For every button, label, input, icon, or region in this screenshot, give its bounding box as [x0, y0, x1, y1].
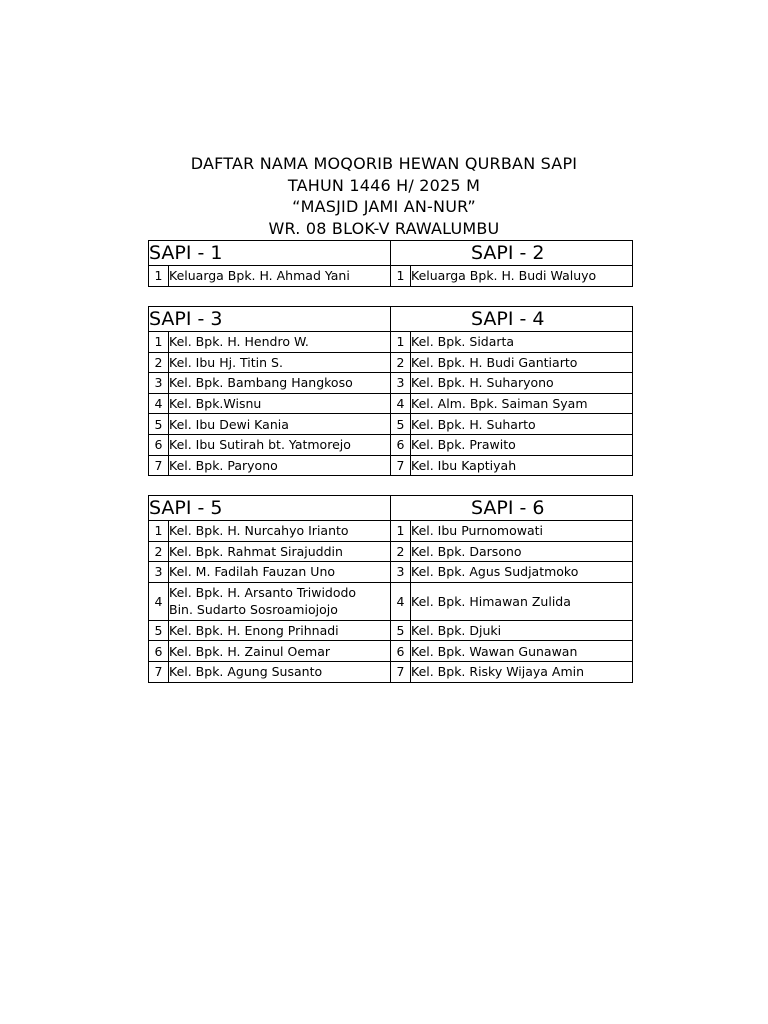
member-name: Keluarga Bpk. H. Budi Waluyo	[411, 266, 633, 287]
member-name: Kel. Alm. Bpk. Saiman Syam	[411, 393, 633, 414]
row-number: 6	[149, 434, 169, 455]
group-heading-sapi-5: SAPI - 5	[149, 496, 391, 521]
group-heading-sapi-1: SAPI - 1	[149, 241, 391, 266]
table-header-row	[149, 496, 633, 521]
member-name: Kel. M. Fadilah Fauzan Uno	[169, 562, 391, 583]
row-number: 7	[391, 455, 411, 476]
row-number: 2	[391, 352, 411, 373]
member-name: Kel. Bpk. Djuki	[411, 620, 633, 641]
member-name: Kel. Ibu Kaptiyah	[411, 455, 633, 476]
row-number: 4	[149, 582, 169, 620]
table-row	[149, 641, 633, 662]
member-name	[169, 582, 391, 620]
member-name: Kel. Bpk. Sidarta	[411, 332, 633, 353]
table-header-row	[149, 307, 633, 332]
table-row	[149, 521, 633, 542]
table-row	[149, 332, 633, 353]
row-number: 1	[149, 521, 169, 542]
member-name: Kel. Bpk. Himawan Zulida	[411, 582, 633, 620]
group-heading-sapi-4: SAPI - 4	[391, 307, 633, 332]
member-name: Kel. Bpk. H. Zainul Oemar	[169, 641, 391, 662]
member-name: Kel. Bpk. Agus Sudjatmoko	[411, 562, 633, 583]
member-name: Kel. Bpk. H. Hendro W.	[169, 332, 391, 353]
member-name: Kel. Bpk. Paryono	[169, 455, 391, 476]
table-row	[149, 266, 633, 287]
row-number: 5	[149, 620, 169, 641]
row-number: 3	[149, 562, 169, 583]
member-name: Kel. Bpk. H. Nurcahyo Irianto	[169, 521, 391, 542]
row-number: 6	[391, 641, 411, 662]
row-number: 2	[149, 352, 169, 373]
member-name: Kel. Bpk. H. Suharto	[411, 414, 633, 435]
member-name: Kel. Ibu Dewi Kania	[169, 414, 391, 435]
member-name: Kel. Bpk.Wisnu	[169, 393, 391, 414]
table-row	[149, 661, 633, 682]
member-name: Kel. Bpk. H. Suharyono	[411, 373, 633, 394]
member-name: Kel. Bpk. Risky Wijaya Amin	[411, 661, 633, 682]
title-line-4: WR. 08 BLOK-V RAWALUMBU	[268, 218, 500, 238]
table-header-row	[149, 241, 633, 266]
group-heading-sapi-2: SAPI - 2	[391, 241, 633, 266]
row-number: 3	[149, 373, 169, 394]
table-row	[149, 352, 633, 373]
row-number: 6	[391, 434, 411, 455]
table-row	[149, 373, 633, 394]
row-number: 6	[149, 641, 169, 662]
row-number: 1	[149, 332, 169, 353]
table-row	[149, 541, 633, 562]
member-name: Kel. Bpk. Agung Susanto	[169, 661, 391, 682]
group-heading-sapi-6: SAPI - 6	[391, 496, 633, 521]
row-number: 3	[391, 562, 411, 583]
row-number: 4	[391, 393, 411, 414]
member-name: Keluarga Bpk. H. Ahmad Yani	[169, 266, 391, 287]
table-row	[149, 434, 633, 455]
member-name: Kel. Bpk. Darsono	[411, 541, 633, 562]
row-number: 3	[391, 373, 411, 394]
row-number: 4	[391, 582, 411, 620]
member-name: Kel. Bpk. Wawan Gunawan	[411, 641, 633, 662]
sapi-table-1-2	[148, 240, 633, 287]
sapi-table-3-4	[148, 306, 633, 476]
title-line-2: TAHUN 1446 H/ 2025 M	[287, 175, 481, 195]
row-number: 2	[391, 541, 411, 562]
row-number: 4	[149, 393, 169, 414]
row-number: 5	[391, 414, 411, 435]
member-name: Kel. Bpk. Rahmat Sirajuddin	[169, 541, 391, 562]
row-number: 1	[391, 266, 411, 287]
row-number: 2	[149, 541, 169, 562]
row-number: 7	[149, 455, 169, 476]
row-number: 5	[391, 620, 411, 641]
member-name: Kel. Ibu Hj. Titin S.	[169, 352, 391, 373]
title-line-3: “MASJID JAMI AN-NUR”	[292, 197, 476, 216]
member-name-line-2: Bin. Sudarto Sosroamiojojo	[169, 602, 338, 618]
row-number: 7	[391, 661, 411, 682]
member-name-line-1: Kel. Bpk. H. Arsanto Triwidodo	[169, 585, 357, 601]
member-name: Kel. Bpk. Prawito	[411, 434, 633, 455]
member-name: Kel. Bpk. H. Budi Gantiarto	[411, 352, 633, 373]
sapi-table-5-6	[148, 495, 633, 683]
row-number: 1	[149, 266, 169, 287]
table-row	[149, 562, 633, 583]
table-row	[149, 620, 633, 641]
row-number: 7	[149, 661, 169, 682]
table-row	[149, 455, 633, 476]
row-number: 1	[391, 521, 411, 542]
table-row	[149, 393, 633, 414]
member-name: Kel. Bpk. H. Enong Prihnadi	[169, 620, 391, 641]
row-number: 5	[149, 414, 169, 435]
document-title	[0, 153, 768, 239]
table-row	[149, 414, 633, 435]
title-line-1: DAFTAR NAMA MOQORIB HEWAN QURBAN SAPI	[190, 154, 578, 173]
member-name: Kel. Ibu Sutirah bt. Yatmorejo	[169, 434, 391, 455]
member-name: Kel. Ibu Purnomowati	[411, 521, 633, 542]
table-row	[149, 582, 633, 620]
group-heading-sapi-3: SAPI - 3	[149, 307, 391, 332]
row-number: 1	[391, 332, 411, 353]
member-name: Kel. Bpk. Bambang Hangkoso	[169, 373, 391, 394]
